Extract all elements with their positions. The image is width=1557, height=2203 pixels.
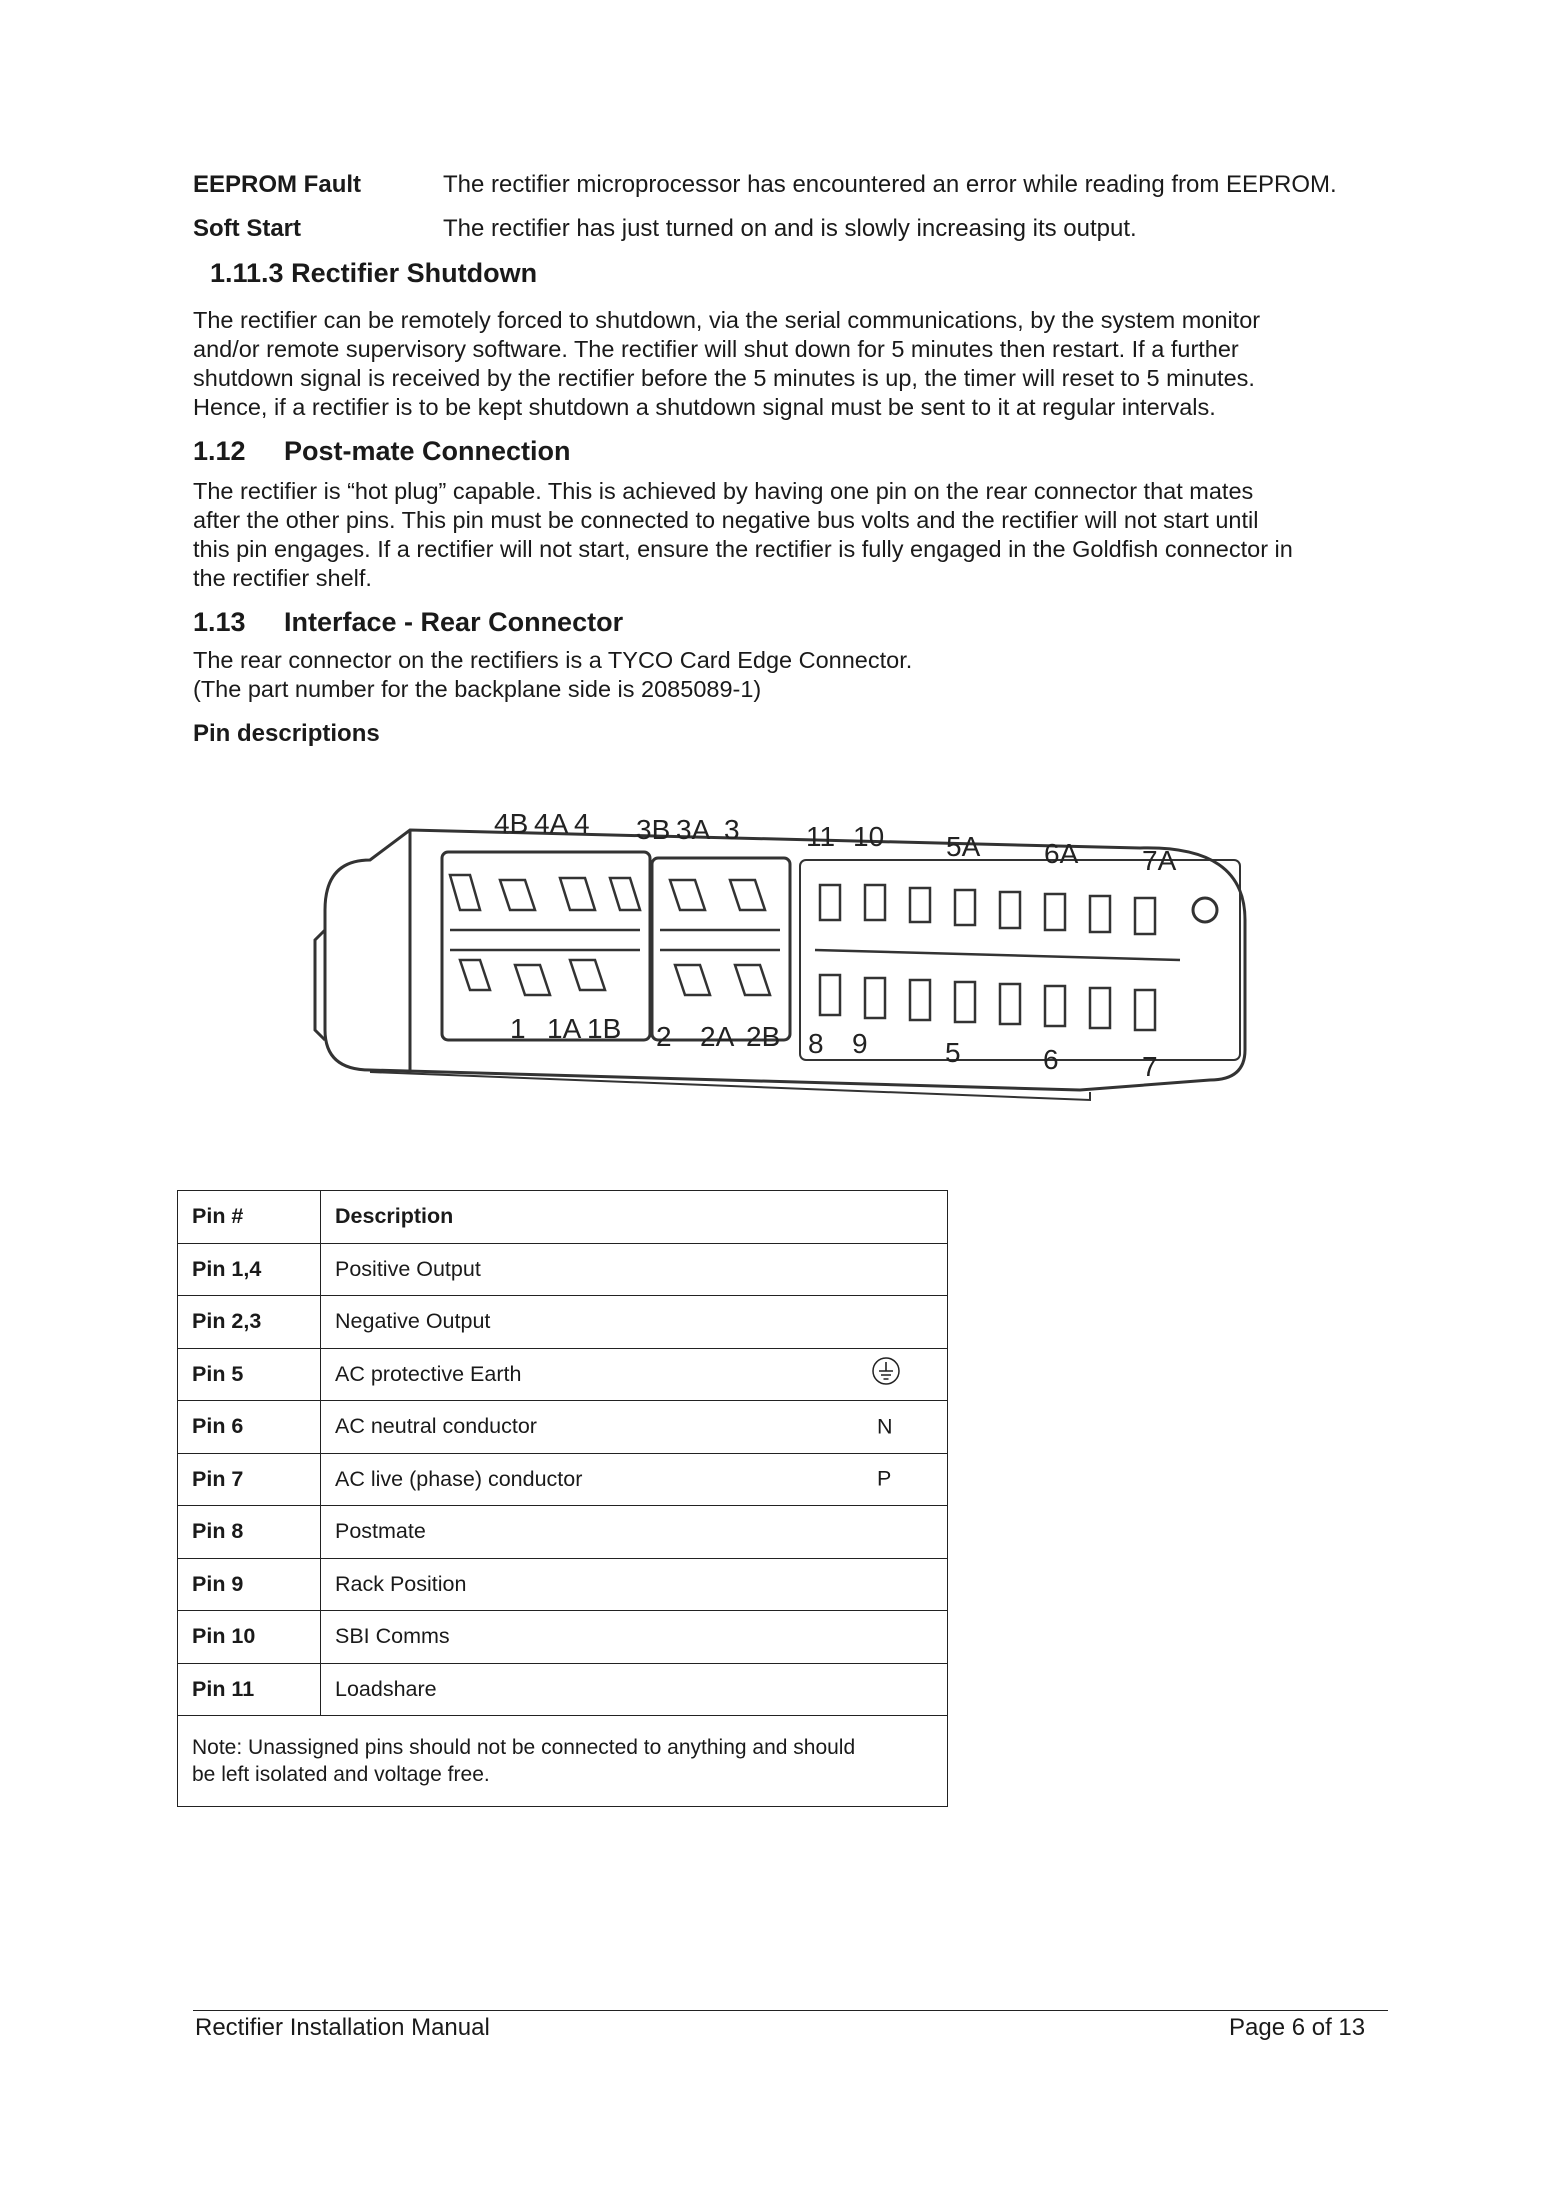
pin-number: Pin 7: [178, 1453, 321, 1506]
power-block-left: [442, 852, 650, 1040]
header-description: Description: [321, 1191, 948, 1244]
top-pin-label: 4: [574, 808, 590, 839]
section-title-interface: [193, 607, 623, 638]
pin-description-text: Positive Output: [335, 1256, 481, 1281]
power-contacts: [450, 875, 780, 995]
footer-rule: [193, 2010, 1388, 2011]
bottom-pin-label: 1B: [587, 1013, 622, 1044]
pin-number: Pin 11: [178, 1663, 321, 1716]
status-term-softstart: Soft Start: [193, 215, 301, 242]
pin-description-text: AC neutral conductor: [335, 1414, 537, 1439]
section-title-shutdown: 1.11.3 Rectifier Shutdown: [210, 258, 538, 288]
shutdown-line: Hence, if a rectifier is to be kept shutdown a shutdown signal must be sent to it at regular intervals.: [193, 394, 1216, 420]
bottom-pin-label: 2B: [746, 1021, 781, 1052]
pin-description-text: Loadshare: [335, 1676, 437, 1701]
bottom-pin-labels: [510, 1013, 1158, 1082]
top-pin-label: 6A: [1044, 838, 1079, 869]
shutdown-line: and/or remote supervisory software. The rectifier will shut down for 5 minutes then restart. If a further: [193, 336, 1239, 362]
rear-connector-diagram: [310, 800, 1260, 1120]
status-desc-eeprom: The rectifier microprocessor has encountered an error while reading from EEPROM.: [443, 171, 1337, 198]
pin-description-text: Postmate: [335, 1519, 426, 1544]
pin-number: Pin 8: [178, 1506, 321, 1559]
status-term-eeprom: EEPROM Fault: [193, 171, 362, 198]
top-pin-label: 3B: [636, 814, 671, 845]
shutdown-line: shutdown signal is received by the rectifier before the 5 minutes is up, the timer will reset to 5 minutes.: [193, 365, 1255, 391]
footer-title: Rectifier Installation Manual: [195, 2014, 490, 2041]
table-row: [178, 1348, 948, 1401]
bottom-pin-label: 2: [656, 1021, 672, 1052]
pin-number: Pin 5: [178, 1348, 321, 1401]
top-pin-label: 4B: [494, 808, 529, 839]
earth-icon: [871, 1356, 901, 1392]
shutdown-line: The rectifier can be remotely forced to shutdown, via the serial communications, by the system monitor: [193, 307, 1261, 333]
interface-paragraph: [193, 646, 1393, 704]
bottom-pin-label: 9: [852, 1028, 868, 1059]
bottom-pin-label: 8: [808, 1028, 824, 1059]
conductor-symbol: N: [877, 1414, 893, 1439]
postmate-line: this pin engages. If a rectifier will not start, ensure the rectifier is fully engaged in the Goldfish connector in: [193, 536, 1293, 562]
section-title-postmate: [193, 436, 571, 467]
status-desc-softstart: The rectifier has just turned on and is slowly increasing its output.: [443, 215, 1137, 242]
pin-table: [177, 1190, 948, 1807]
bottom-pin-label: 6: [1043, 1044, 1059, 1075]
connector-keying-hole: [1193, 898, 1217, 922]
table-row: [178, 1453, 948, 1506]
table-header-row: [178, 1191, 948, 1244]
pin-description: [321, 1506, 948, 1559]
table-note-row: [178, 1716, 948, 1807]
note-line: be left isolated and voltage free.: [192, 1763, 490, 1786]
table-row: [178, 1663, 948, 1716]
section-number: 1.12: [193, 436, 246, 466]
note-line: Note: Unassigned pins should not be connected to anything and should: [192, 1736, 856, 1759]
pin-descriptions-heading: Pin descriptions: [193, 720, 380, 747]
bottom-pin-label: 1A: [547, 1013, 582, 1044]
top-pin-label: 10: [853, 821, 885, 852]
footer-page-number: Page 6 of 13: [1229, 2014, 1366, 2041]
table-row: [178, 1558, 948, 1611]
pin-description: [321, 1348, 948, 1401]
pin-number: Pin 1,4: [178, 1243, 321, 1296]
pin-description: [321, 1296, 948, 1349]
postmate-line: after the other pins. This pin must be connected to negative bus volts and the rectifier will not start until: [193, 507, 1259, 533]
section-heading: Interface - Rear Connector: [284, 607, 624, 637]
top-pin-label: 7A: [1142, 845, 1177, 876]
signal-contacts: [815, 885, 1180, 1030]
table-row: [178, 1243, 948, 1296]
pin-description-text: AC live (phase) conductor: [335, 1466, 583, 1491]
pin-description-text: SBI Comms: [335, 1624, 450, 1649]
pin-description: [321, 1558, 948, 1611]
pin-description-text: Negative Output: [335, 1309, 491, 1334]
section-heading: Post-mate Connection: [284, 436, 571, 466]
top-pin-label: 4A: [534, 808, 569, 839]
postmate-line: the rectifier shelf.: [193, 565, 372, 591]
table-row: [178, 1611, 948, 1664]
pin-number: Pin 2,3: [178, 1296, 321, 1349]
interface-line: The rear connector on the rectifiers is a TYCO Card Edge Connector.: [193, 647, 913, 673]
table-row: [178, 1296, 948, 1349]
pin-number: Pin 6: [178, 1401, 321, 1454]
pin-number: Pin 9: [178, 1558, 321, 1611]
pin-description: [321, 1663, 948, 1716]
top-pin-label: 3: [724, 814, 740, 845]
bottom-pin-label: 7: [1142, 1051, 1158, 1082]
top-pin-label: 5A: [946, 831, 981, 862]
bottom-pin-label: 5: [945, 1037, 961, 1068]
pin-description: [321, 1401, 948, 1454]
table-row: [178, 1401, 948, 1454]
pin-number: Pin 10: [178, 1611, 321, 1664]
bottom-pin-label: 1: [510, 1013, 526, 1044]
header-pin: Pin #: [178, 1191, 321, 1244]
interface-line: (The part number for the backplane side is 2085089-1): [193, 676, 762, 702]
postmate-paragraph: [193, 477, 1393, 593]
shutdown-paragraph: [193, 306, 1393, 422]
table-note: [178, 1716, 948, 1807]
top-pin-label: 11: [806, 821, 836, 852]
section-number: 1.13: [193, 607, 246, 637]
table-row: [178, 1506, 948, 1559]
pin-description-text: AC protective Earth: [335, 1361, 522, 1386]
pin-description: [321, 1453, 948, 1506]
pin-description-text: Rack Position: [335, 1571, 467, 1596]
conductor-symbol: P: [877, 1466, 892, 1491]
bottom-pin-label: 2A: [700, 1021, 735, 1052]
postmate-line: The rectifier is “hot plug” capable. This is achieved by having one pin on the rear connector that mates: [193, 478, 1254, 504]
top-pin-label: 3A: [676, 814, 711, 845]
pin-description: [321, 1611, 948, 1664]
top-pin-labels: [494, 808, 1177, 876]
pin-description: [321, 1243, 948, 1296]
